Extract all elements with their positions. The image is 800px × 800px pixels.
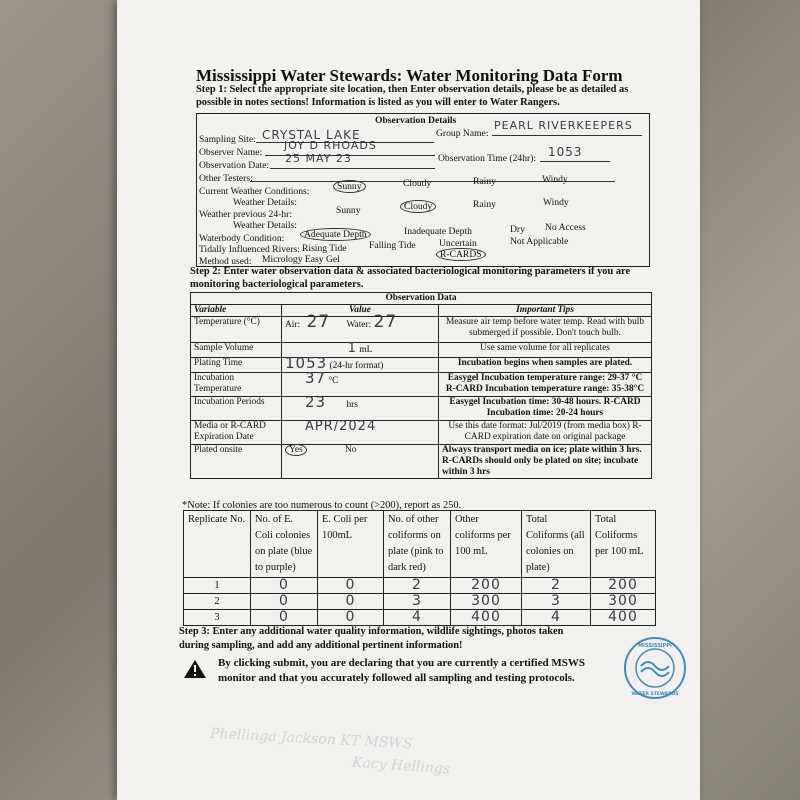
tip-plating-time: Incubation begins when samples are plated.	[439, 358, 652, 373]
tip-plated-onsite: Always transport media on ice; plate within 3 hrs. R-CARDs should only be plated on site; incubate within 3 hrs	[439, 445, 652, 479]
warning-icon	[183, 659, 207, 684]
incubation-periods-value: 23	[305, 393, 327, 411]
rep-row-3-total-100[interactable]: 400	[591, 610, 656, 626]
var-incubation-periods: Incubation Periods	[191, 397, 282, 421]
tidal-uncertain[interactable]: Uncertain	[439, 238, 477, 249]
var-plating-time: Plating Time	[191, 358, 282, 373]
plating-time-value: 1053	[285, 354, 328, 372]
tip-temperature: Measure air temp before water temp. Read with bulb submerged if possible. Don't touch bulb.	[439, 317, 652, 343]
observation-details-header: Observation Details	[375, 115, 457, 126]
weather-prev-label: Weather previous 24-hr:	[199, 209, 292, 220]
value-plated-onsite[interactable]	[282, 445, 439, 479]
rep-header-1: No. of E. Coli colonies on plate (blue to purple)	[251, 511, 318, 578]
step2-line2: monitoring bacteriological parameters.	[190, 279, 364, 290]
waterbody-label: Waterbody Condition:	[199, 233, 285, 244]
observer-name-value: JOY D RHOADS	[284, 139, 377, 152]
rep-row-1-total[interactable]: 2	[522, 578, 591, 594]
weather-cloudy[interactable]: Cloudy	[403, 178, 432, 189]
observation-date-line	[270, 168, 435, 169]
observation-data-table	[190, 292, 652, 479]
rep-row-1-total-100[interactable]: 200	[591, 578, 656, 594]
tip-expiration: Use this date format: Jul/2019 (from media box) R-CARD expiration date on original package	[439, 421, 652, 445]
sampling-site-value: CRYSTAL LAKE	[262, 128, 361, 142]
rep-row-1-other[interactable]: 2	[384, 578, 451, 594]
tip-incubation-temp: Easygel Incubation temperature range: 29-37 °C R-CARD Incubation temperature range: 35-38°C	[439, 373, 652, 397]
rep-row-2-other-100[interactable]: 300	[451, 594, 522, 610]
plating-time-unit: (24-hr format)	[329, 361, 384, 371]
tidal-label: Tidally Influenced Rivers:	[199, 244, 300, 255]
other-testers-label: Other Testers:	[199, 173, 253, 184]
var-incubation-temp: Incubation Temperature	[191, 373, 282, 397]
rep-row-3-other[interactable]: 4	[384, 610, 451, 626]
logo-bottom-text: WATER STEWARDS	[631, 692, 679, 697]
rep-row-2-no: 2	[184, 594, 251, 610]
value-incubation-periods[interactable]	[282, 393, 439, 421]
group-name-value: PEARL RIVERKEEPERS	[494, 119, 633, 132]
declaration-line2: monitor and that you accurately followed all sampling and testing protocols.	[218, 672, 575, 684]
var-expiration: Media or R-CARD Expiration Date	[191, 421, 282, 445]
rep-row-1-ecoli-100[interactable]: 0	[318, 578, 384, 594]
tidal-falling[interactable]: Falling Tide	[369, 240, 416, 251]
declaration-line1: By clicking submit, you are declaring that you are currently a certified MSWS	[218, 657, 585, 669]
observer-name-label: Observer Name:	[199, 147, 263, 158]
rep-header-6: Total Coliforms per 100 mL	[591, 511, 656, 578]
method-micrology[interactable]: Micrology Easy Gel	[262, 254, 340, 265]
rep-row-2-total[interactable]: 3	[522, 594, 591, 610]
col-variable: Variable	[191, 305, 282, 317]
colonies-note: *Note: If colonies are too numerous to count (>200), report as 250.	[182, 500, 462, 511]
weather-rainy[interactable]: Rainy	[473, 176, 496, 187]
rep-row-3-ecoli-100[interactable]: 0	[318, 610, 384, 626]
method-rcards-circled[interactable]: R-CARDS	[436, 248, 486, 261]
weather-sunny-circled[interactable]: Sunny	[333, 180, 366, 193]
weather-windy[interactable]: Windy	[542, 174, 568, 185]
replicates-table	[183, 510, 656, 626]
observation-date-value: 25 MAY 23	[285, 152, 352, 165]
incubation-temp-value: 37	[305, 369, 327, 387]
var-sample-volume: Sample Volume	[191, 343, 282, 358]
sampling-site-label: Sampling Site:	[199, 134, 256, 145]
rep-row-2-ecoli[interactable]: 0	[251, 594, 318, 610]
plated-yes-circled[interactable]: Yes	[285, 444, 307, 456]
tip-incubation-periods: Easygel Incubation time: 30-48 hours. R-CARD Incubation time: 20-24 hours	[439, 397, 652, 421]
current-weather-label: Current Weather Conditions:	[199, 186, 310, 197]
rep-row-1-ecoli[interactable]: 0	[251, 578, 318, 594]
rep-row-2-total-100[interactable]: 300	[591, 594, 656, 610]
faint-signature-line1: Phellinga Jackson KT MSWS	[209, 725, 413, 753]
sample-volume-value: 1	[347, 341, 357, 356]
var-plated-onsite: Plated onsite	[191, 445, 282, 479]
prev-weather-windy[interactable]: Windy	[543, 197, 569, 208]
waterbody-no-access[interactable]: No Access	[545, 222, 586, 233]
weather-details-label-2: Weather Details:	[233, 220, 297, 231]
logo-top-text: MISSISSIPPI	[638, 643, 672, 649]
step1-line2: possible in notes sections! Information is listed as you will enter to Water Rangers.	[196, 97, 560, 108]
rep-row-1-no: 1	[184, 578, 251, 594]
rep-row-1-other-100[interactable]: 200	[451, 578, 522, 594]
air-label: Air:	[285, 320, 301, 330]
rep-row-2-ecoli-100[interactable]: 0	[318, 594, 384, 610]
observation-date-label: Observation Date:	[199, 160, 270, 171]
rep-row-3-total[interactable]: 4	[522, 610, 591, 626]
step1-line1: Step 1: Select the appropriate site location, then Enter observation details, please be as detailed as	[196, 84, 629, 95]
step3-line2: during sampling, and add any additional pertinent information!	[179, 640, 463, 651]
prev-weather-cloudy-circled[interactable]: Cloudy	[400, 200, 436, 213]
incubation-periods-unit: hrs	[346, 400, 358, 410]
tidal-not-applicable[interactable]: Not Applicable	[510, 236, 569, 247]
var-temperature: Temperature (°C)	[191, 317, 282, 343]
step2-line1: Step 2: Enter water observation data & associated bacteriological monitoring parameters if you are	[190, 266, 631, 277]
value-expiration[interactable]	[282, 421, 439, 445]
weather-details-label: Weather Details:	[233, 197, 297, 208]
waterbody-inadequate[interactable]: Inadequate Depth	[404, 226, 472, 237]
prev-weather-rainy[interactable]: Rainy	[473, 199, 496, 210]
observation-time-value: 1053	[548, 145, 583, 159]
expiration-value: APR/2024	[305, 419, 377, 434]
rep-header-4: Other coliforms per 100 mL	[451, 511, 522, 578]
waterbody-adequate-circled[interactable]: Adequate Depth	[300, 228, 371, 241]
mississippi-water-stewards-logo	[623, 636, 687, 705]
faint-signature-line2: Kacy Hellings	[351, 754, 451, 778]
tidal-rising[interactable]: Rising Tide	[302, 243, 347, 254]
observation-time-label: Observation Time (24hr):	[438, 153, 537, 164]
col-value: Value	[282, 305, 439, 317]
rep-header-5: Total Coliforms (all colonies on plate)	[522, 511, 591, 578]
rep-row-2-other[interactable]: 3	[384, 594, 451, 610]
rep-row-3-ecoli[interactable]: 0	[251, 610, 318, 626]
value-temperature[interactable]	[282, 312, 439, 343]
prev-weather-sunny[interactable]: Sunny	[336, 205, 361, 216]
rep-header-0: Replicate No.	[184, 511, 251, 578]
method-label: Method used:	[199, 256, 252, 267]
rep-row-3-no: 3	[184, 610, 251, 626]
air-value: 27	[306, 312, 331, 332]
incubation-temp-unit: °C	[328, 376, 339, 386]
rep-header-2: E. Coli per 100mL	[318, 511, 384, 578]
tip-sample-volume: Use same volume for all replicates	[439, 343, 652, 358]
water-value: 27	[373, 312, 398, 332]
plated-no[interactable]: No	[344, 445, 357, 455]
form-title: Mississippi Water Stewards: Water Monitoring Data Form	[196, 66, 623, 85]
water-label: Water:	[346, 320, 372, 330]
observation-time-line	[540, 161, 610, 162]
sample-volume-unit: mL	[359, 345, 373, 355]
waterbody-dry[interactable]: Dry	[510, 224, 525, 235]
col-tips: Important Tips	[439, 305, 652, 317]
group-name-line	[492, 135, 642, 136]
step3-line1: Step 3: Enter any additional water quality information, wildlife sightings, photos taken	[179, 626, 564, 637]
rep-header-3: No. of other coliforms on plate (pink to dark red)	[384, 511, 451, 578]
rep-row-3-other-100[interactable]: 400	[451, 610, 522, 626]
group-name-label: Group Name:	[436, 128, 489, 139]
observation-data-header: Observation Data	[191, 293, 652, 305]
